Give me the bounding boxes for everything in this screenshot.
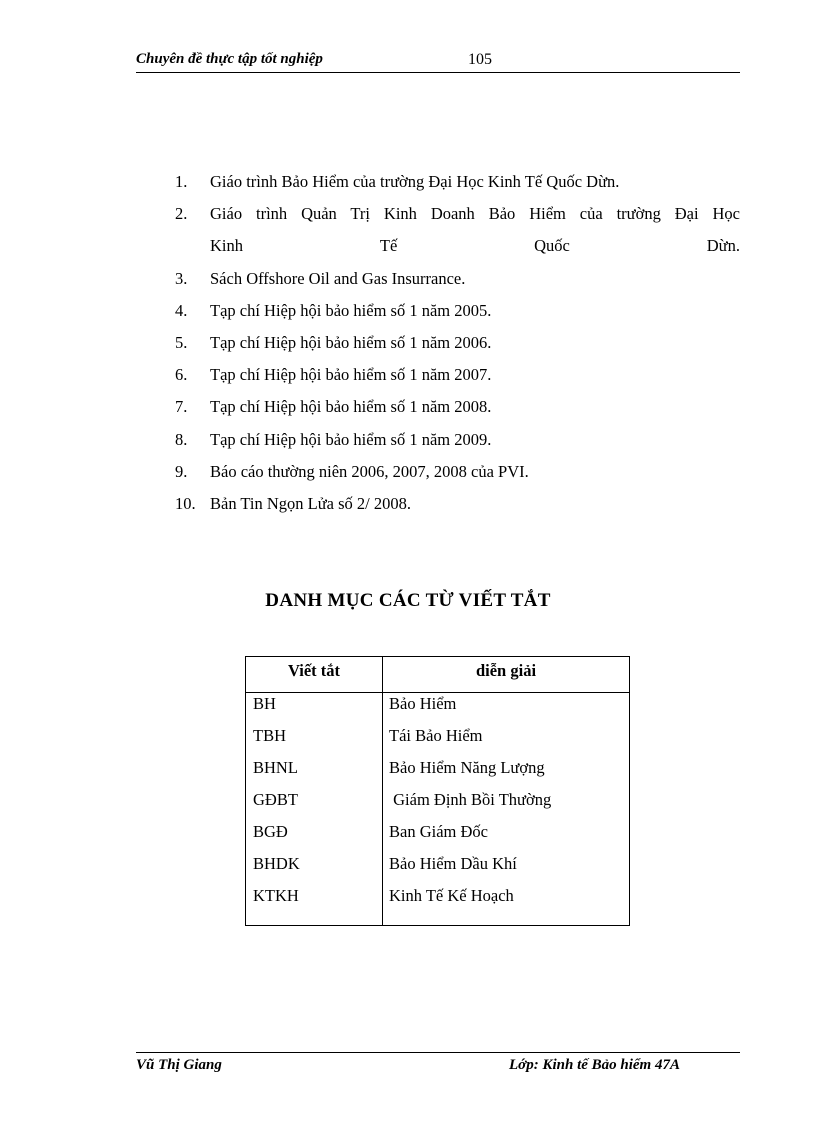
reference-text: Tạp chí Hiệp hội bảo hiểm số 1 năm 2005. bbox=[210, 301, 492, 320]
abbreviation-cell: BGĐ bbox=[253, 822, 288, 841]
description-cell: Bảo Hiểm Năng Lượng bbox=[389, 758, 545, 777]
table-header-description: diễn giải bbox=[475, 661, 537, 680]
reference-word: Dừn. bbox=[706, 236, 740, 255]
abbreviation-cell: TBH bbox=[253, 726, 286, 745]
abbreviation-cell: GĐBT bbox=[253, 790, 298, 809]
reference-word: Tế bbox=[379, 236, 398, 255]
table-header-abbreviation: Viết tắt bbox=[287, 661, 341, 680]
reference-text: Giáo trình Bảo Hiểm của trường Đại Học Kinh Tế Quốc Dừn. bbox=[210, 172, 620, 191]
reference-number: 4. bbox=[175, 301, 188, 320]
reference-text: Bản Tin Ngọn Lửa số 2/ 2008. bbox=[210, 494, 412, 513]
abbreviation-cell: BH bbox=[253, 694, 276, 713]
reference-text: Tạp chí Hiệp hội bảo hiểm số 1 năm 2007. bbox=[210, 365, 492, 384]
reference-number: 3. bbox=[175, 269, 188, 288]
description-cell: Kinh Tế Kế Hoạch bbox=[389, 886, 514, 905]
page-footer bbox=[136, 1052, 740, 1073]
description-cell: Giám Định Bồi Thường bbox=[389, 790, 552, 809]
reference-number: 10. bbox=[175, 494, 196, 513]
page-number: 105 bbox=[468, 51, 492, 68]
table-header-divider bbox=[246, 692, 629, 693]
reference-number: 8. bbox=[175, 430, 188, 449]
reference-text: Tạp chí Hiệp hội bảo hiểm số 1 năm 2009. bbox=[210, 430, 492, 449]
table-divider bbox=[382, 657, 383, 925]
abbreviation-cell: KTKH bbox=[253, 886, 299, 905]
reference-text: Tạp chí Hiệp hội bảo hiểm số 1 năm 2008. bbox=[210, 397, 492, 416]
reference-text: Giáo trình Quản Trị Kinh Doanh Bảo Hiểm của trường Đại Học bbox=[210, 204, 740, 223]
abbreviation-cell: BHNL bbox=[253, 758, 298, 777]
footer-author: Vũ Thị Giang bbox=[136, 1057, 222, 1073]
reference-word: Quốc bbox=[534, 236, 570, 255]
description-cell: Bảo Hiểm bbox=[389, 694, 457, 713]
description-cell: Tái Bảo Hiểm bbox=[389, 726, 483, 745]
reference-continuation bbox=[210, 236, 740, 256]
page-header bbox=[136, 50, 740, 73]
reference-text: Tạp chí Hiệp hội bảo hiểm số 1 năm 2006. bbox=[210, 333, 492, 352]
reference-word: Kinh bbox=[210, 236, 243, 255]
abbreviation-cell: BHDK bbox=[253, 854, 300, 873]
reference-number: 2. bbox=[175, 204, 188, 223]
header-title: Chuyên đề thực tập tốt nghiệp bbox=[136, 51, 323, 67]
reference-number: 7. bbox=[175, 397, 188, 416]
description-cell: Ban Giám Đốc bbox=[389, 822, 488, 841]
description-cell: Bảo Hiểm Dầu Khí bbox=[389, 854, 517, 873]
footer-class: Lớp: Kinh tế Bảo hiểm 47A bbox=[509, 1057, 680, 1073]
reference-text: Sách Offshore Oil and Gas Insurrance. bbox=[210, 269, 466, 288]
abbreviations-table bbox=[245, 656, 630, 926]
abbreviations-title: DANH MỤC CÁC TỪ VIẾT TẮT bbox=[265, 590, 551, 611]
reference-number: 9. bbox=[175, 462, 188, 481]
reference-number: 5. bbox=[175, 333, 188, 352]
reference-text: Báo cáo thường niên 2006, 2007, 2008 của PVI. bbox=[210, 462, 529, 481]
reference-number: 1. bbox=[175, 172, 188, 191]
reference-number: 6. bbox=[175, 365, 188, 384]
